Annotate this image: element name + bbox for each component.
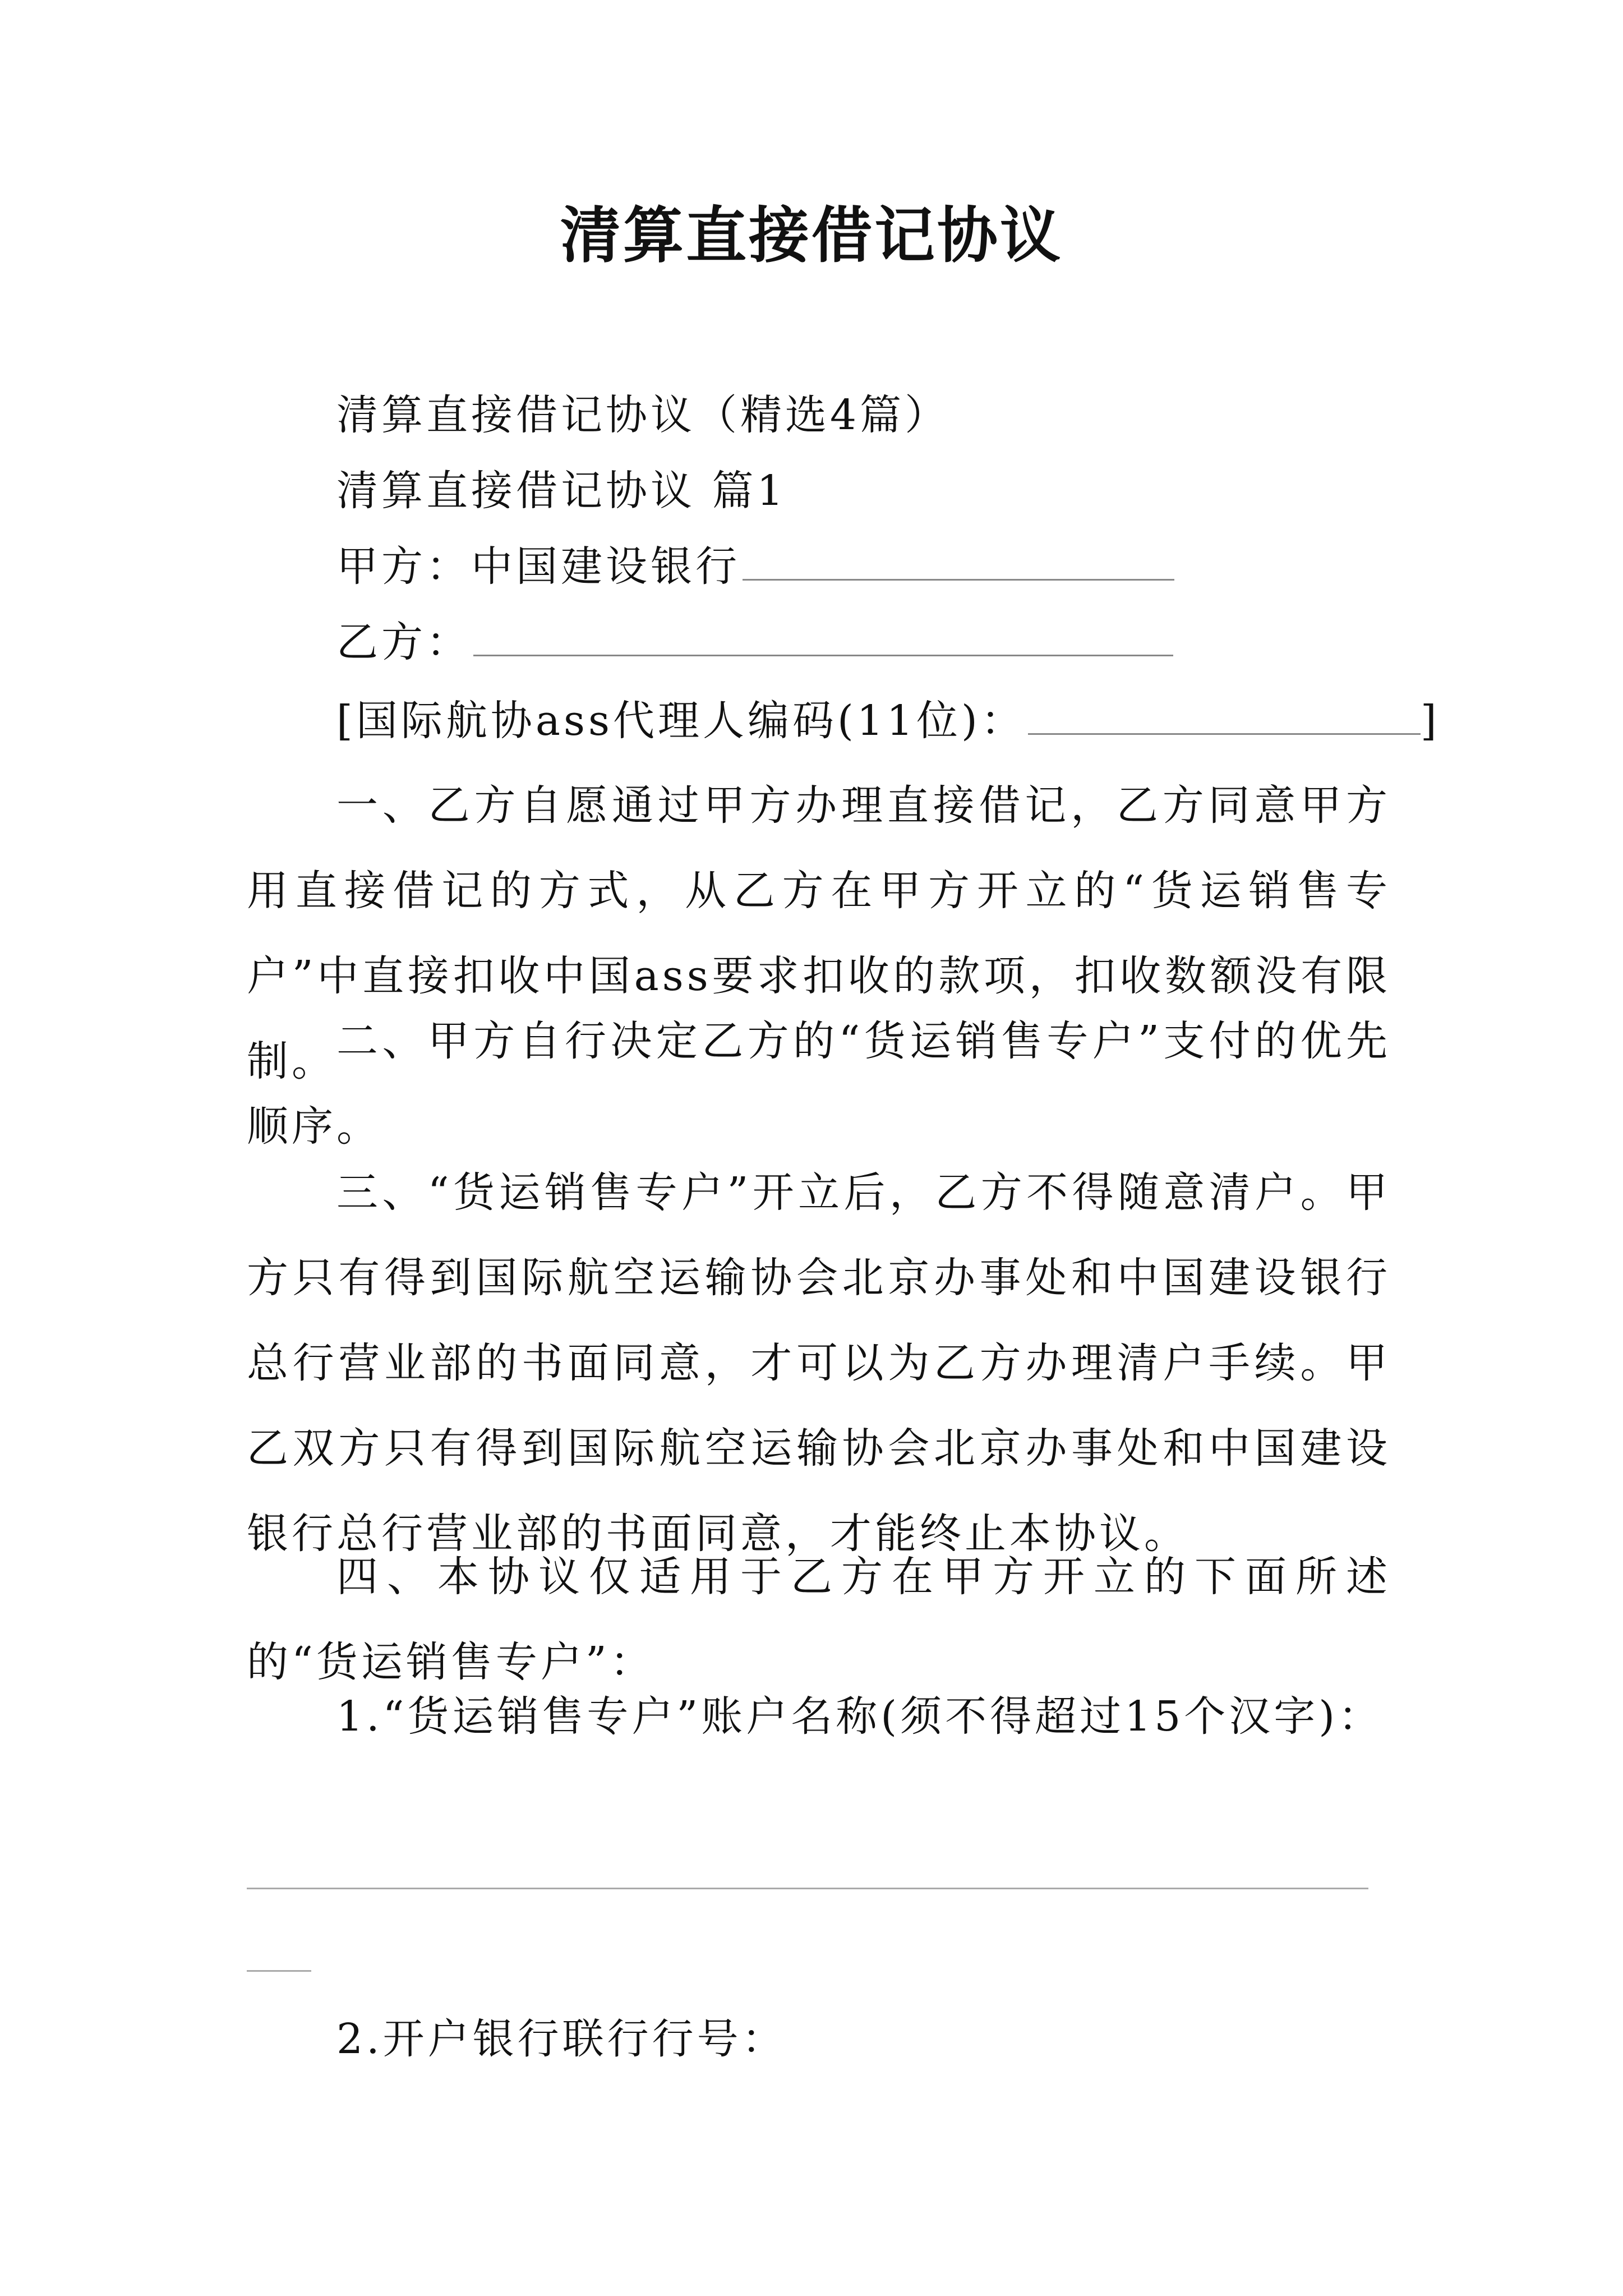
section-heading: 清算直接借记协议 篇1 [336, 467, 787, 515]
document-subtitle: 清算直接借记协议（精选4篇） [336, 391, 950, 439]
iata-code-line [336, 693, 1440, 749]
item-2-bank-code: 2.开户银行联行行号： [336, 2015, 787, 2063]
clause-1: 一、乙方自愿通过甲方办理直接借记，乙方同意甲方用直接借记的方式，从乙方在甲方开立的“货运销售专户”中直接扣收中国ass要求扣收的款项，扣收数额没有限制。 [247, 781, 1391, 1085]
clause-4: 四、本协议仅适用于乙方在甲方开立的下面所述的“货运销售专户”： [247, 1553, 1391, 1686]
iata-code-label: [国际航协ass代理人编码(11位)： [336, 697, 1026, 745]
party-b-line [336, 614, 1173, 670]
party-a-line [336, 539, 1174, 595]
clause-3: 三、“货运销售专户”开立后，乙方不得随意清户。甲方只有得到国际航空运输协会北京办事处和中国建设银行总行营业部的书面同意，才可以为乙方办理清户手续。甲乙双方只有得到国际航空运输协会北京办事处和中国建设银行总行营业部的书面同意，才能终止本协议。 [247, 1168, 1391, 1558]
iata-code-bracket: ] [1420, 697, 1440, 745]
account-name-blank[interactable] [247, 1888, 1368, 1889]
party-b-label: 乙方： [336, 618, 471, 666]
clause-2: 二、甲方自行决定乙方的“货运销售专户”支付的优先顺序。 [247, 1017, 1391, 1151]
item-1-account-name: 1.“货运销售专户”账户名称(须不得超过15个汉字)： [336, 1692, 1384, 1741]
document-title: 清算直接借记协议 [560, 200, 1063, 271]
party-b-blank[interactable] [473, 615, 1173, 656]
party-a-label: 甲方：中国建设银行 [336, 542, 740, 591]
party-a-blank[interactable] [743, 540, 1174, 581]
account-name-blank-continued[interactable] [247, 1970, 311, 1972]
iata-code-blank[interactable] [1028, 694, 1421, 735]
